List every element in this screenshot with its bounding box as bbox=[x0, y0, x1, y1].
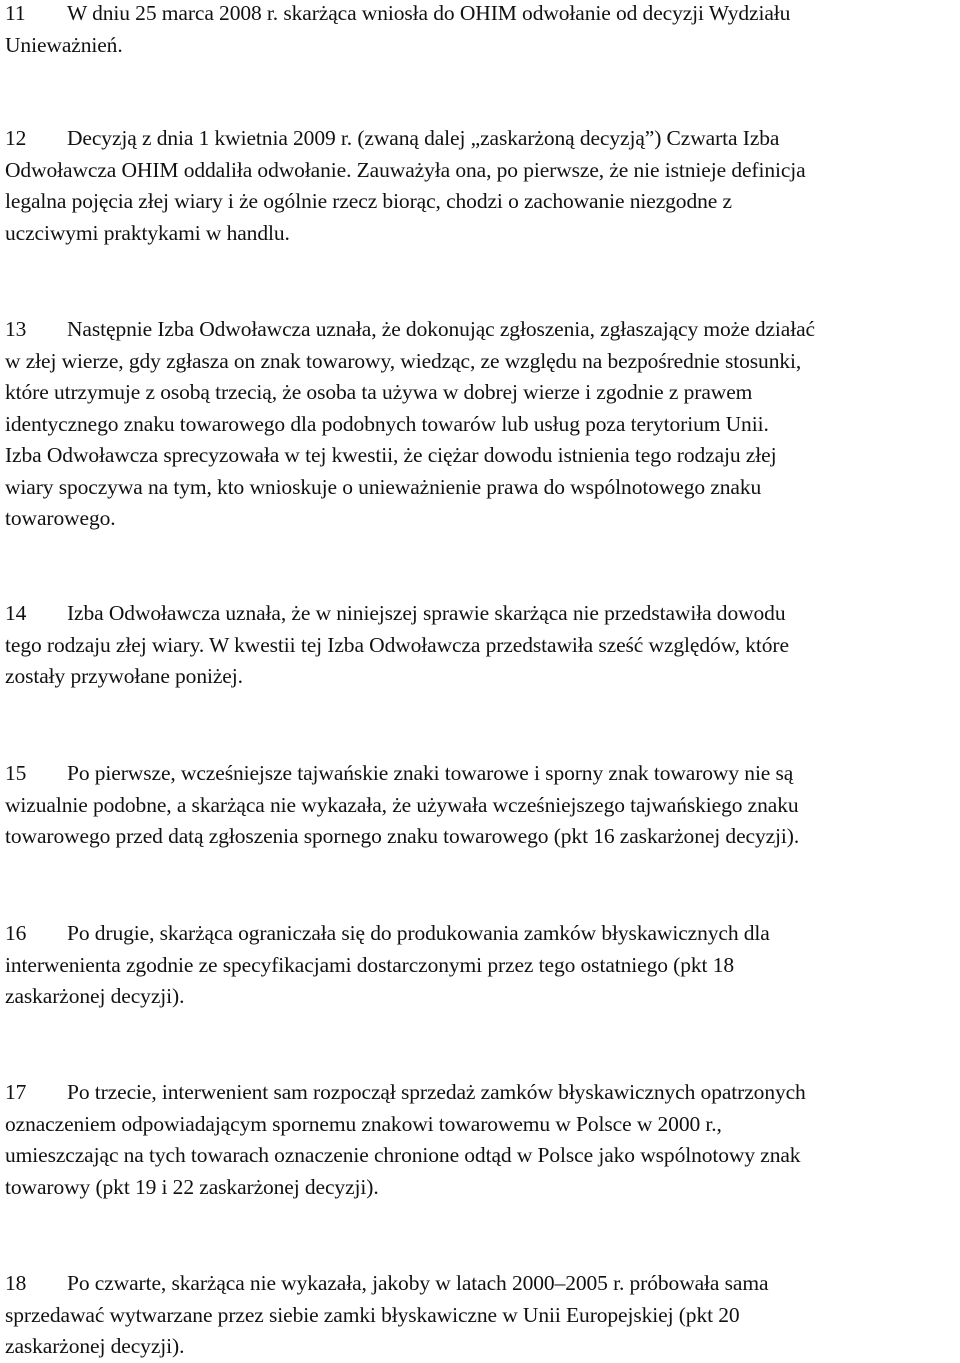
paragraph-line: 12 Decyzją z dnia 1 kwietnia 2009 r. (zwaną dalej „zaskarżoną decyzją”) Czwarta Izba bbox=[5, 123, 950, 155]
paragraph-15 bbox=[5, 758, 950, 853]
paragraph-line: towarowego przed datą zgłoszenia spornego znaku towarowego (pkt 16 zaskarżonej decyzji). bbox=[5, 824, 800, 848]
paragraph-18 bbox=[5, 1268, 950, 1363]
paragraph-number: 18 bbox=[5, 1271, 27, 1295]
paragraph-line: towarowy (pkt 19 i 22 zaskarżonej decyzji). bbox=[5, 1174, 379, 1199]
paragraph-line: które utrzymuje z osobą trzecią, że osoba ta używa w dobrej wierze i zgodnie z prawem bbox=[5, 380, 753, 404]
paragraph-11 bbox=[5, 0, 950, 61]
paragraph-line: Odwoławcza OHIM oddaliła odwołanie. Zauważyła ona, po pierwsze, że nie istnieje definicja bbox=[5, 157, 806, 182]
paragraph-line: sprzedawać wytwarzane przez siebie zamki błyskawiczne w Unii Europejskiej (pkt 20 bbox=[5, 1302, 740, 1327]
paragraph-line: Izba Odwoławcza sprecyzowała w tej kwestii, że ciężar dowodu istnienia tego rodzaju złej bbox=[5, 443, 777, 467]
paragraph-12 bbox=[5, 123, 950, 249]
paragraph-line: interwenienta zgodnie ze specyfikacjami dostarczonymi przez tego ostatniego (pkt 18 bbox=[5, 952, 734, 977]
paragraph-number: 13 bbox=[5, 317, 27, 341]
paragraph-line: oznaczeniem odpowiadającym spornemu znakowi towarowemu w Polsce w 2000 r., bbox=[5, 1111, 722, 1136]
paragraph-number: 11 bbox=[5, 1, 26, 25]
paragraph-line: 15 Po pierwsze, wcześniejsze tajwańskie znaki towarowe i sporny znak towarowy nie są bbox=[5, 758, 950, 790]
paragraph-line: zaskarżonej decyzji). bbox=[5, 1334, 185, 1358]
paragraph-13 bbox=[5, 314, 950, 535]
paragraph-line: 14 Izba Odwoławcza uznała, że w niniejszej sprawie skarżąca nie przedstawiła dowodu bbox=[5, 598, 950, 630]
paragraph-line: w złej wierze, gdy zgłasza on znak towarowy, wiedząc, ze względu na bezpośrednie stosunki, bbox=[5, 348, 802, 373]
paragraph-line: wiary spoczywa na tym, kto wnioskuje o unieważnienie prawa do wspólnotowego znaku bbox=[5, 474, 762, 499]
paragraph-number: 16 bbox=[5, 921, 27, 945]
paragraph-line: uczciwymi praktykami w handlu. bbox=[5, 220, 290, 245]
paragraph-line: 13 Następnie Izba Odwoławcza uznała, że dokonując zgłoszenia, zgłaszający może działać bbox=[5, 314, 950, 346]
paragraph-line: tego rodzaju złej wiary. W kwestii tej Izba Odwoławcza przedstawiła sześć względów, które bbox=[5, 632, 789, 657]
paragraph-line: 18 Po czwarte, skarżąca nie wykazała, jakoby w latach 2000–2005 r. próbowała sama bbox=[5, 1268, 950, 1300]
paragraph-line: umieszczając na tych towarach oznaczenie chronione odtąd w Polsce jako wspólnotowy znak bbox=[5, 1143, 801, 1167]
paragraph-line: 17 Po trzecie, interwenient sam rozpoczął sprzedaż zamków błyskawicznych opatrzonych bbox=[5, 1077, 950, 1109]
paragraph-line: 16 Po drugie, skarżąca ograniczała się do produkowania zamków błyskawicznych dla bbox=[5, 918, 950, 950]
paragraph-line: towarowego. bbox=[5, 506, 116, 530]
paragraph-line: 11 W dniu 25 marca 2008 r. skarżąca wniosła do OHIM odwołanie od decyzji Wydziału bbox=[5, 0, 950, 30]
paragraph-17 bbox=[5, 1077, 950, 1203]
paragraph-number: 15 bbox=[5, 761, 27, 785]
paragraph-line: Unieważnień. bbox=[5, 32, 123, 57]
paragraph-number: 12 bbox=[5, 126, 27, 150]
paragraph-14 bbox=[5, 598, 950, 693]
paragraph-line: wizualnie podobne, a skarżąca nie wykazała, że używała wcześniejszego tajwańskiego znaku bbox=[5, 792, 799, 817]
paragraph-number: 14 bbox=[5, 601, 27, 625]
paragraph-line: legalna pojęcia złej wiary i że ogólnie rzecz biorąc, chodzi o zachowanie niezgodne z bbox=[5, 189, 732, 213]
paragraph-line: zostały przywołane poniżej. bbox=[5, 664, 243, 688]
paragraph-line: zaskarżonej decyzji). bbox=[5, 984, 185, 1008]
paragraph-number: 17 bbox=[5, 1080, 27, 1104]
paragraph-line: identycznego znaku towarowego dla podobnych towarów lub usług poza terytorium Unii. bbox=[5, 411, 769, 436]
paragraph-16 bbox=[5, 918, 950, 1013]
